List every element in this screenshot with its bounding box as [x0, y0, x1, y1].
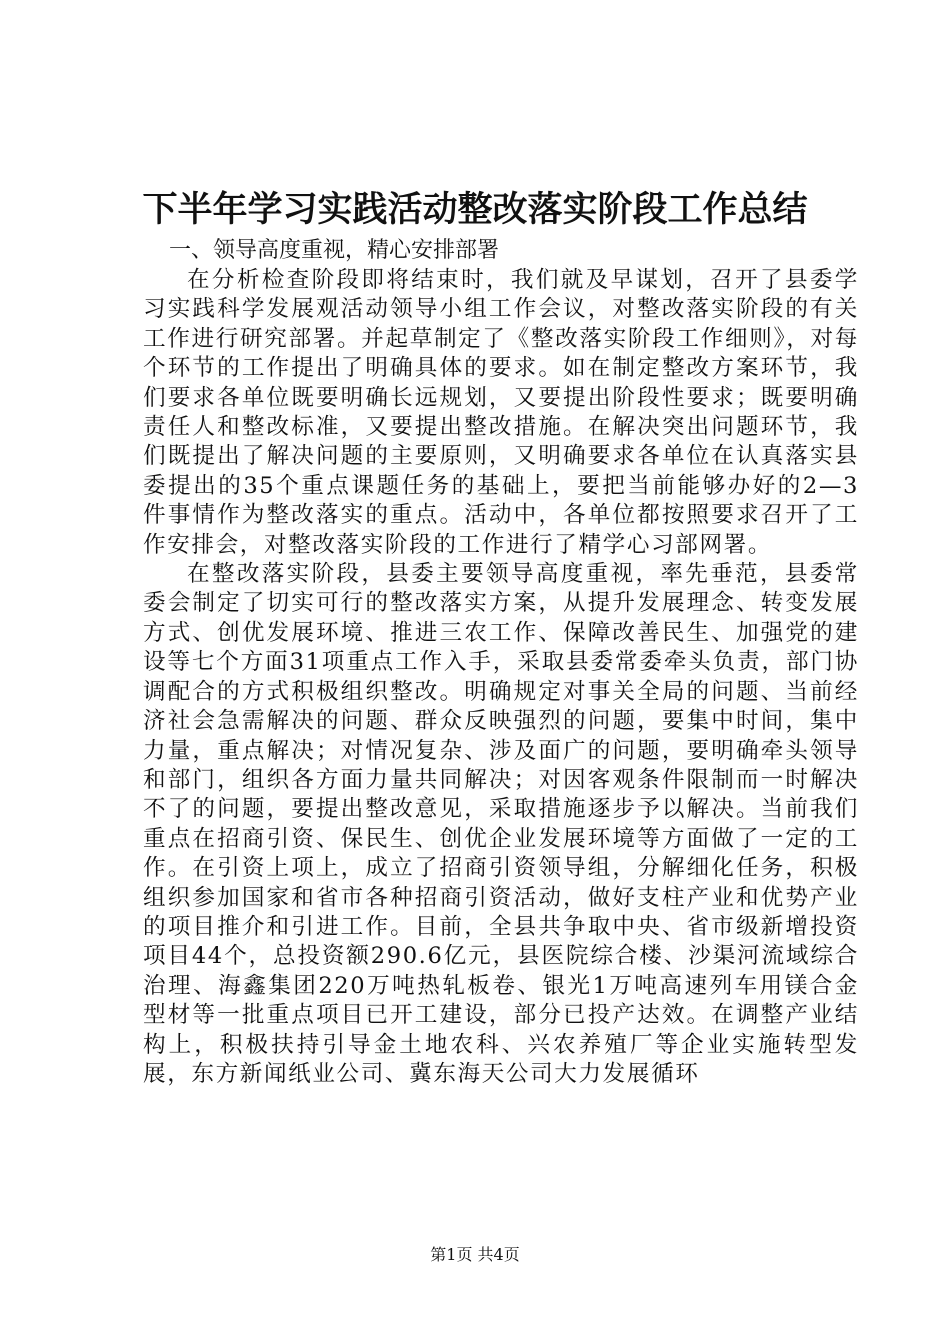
section-heading: 一、领导高度重视，精心安排部署 [169, 238, 500, 263]
document-body [143, 236, 859, 1089]
paragraph-1: 在分析检查阶段即将结束时，我们就及早谋划，召开了县委学习实践科学发展观活动领导小组工作会议，对整改落实阶段的有关工作进行研究部署。并起草制定了《整改落实阶段工作细则》，对每个环节的工作提出了明确具体的要求。如在制定整改方案环节，我们要求各单位既要明确长远规划，又要提出阶段性要求；既要明确责任人和整改标准，又要提出整改措施。在解决突出问题环节，我们既提出了解决问题的主要原则，又明确要求各单位在认真落实县委提出的35个重点课题任务的基础上，要把当前能够办好的2—3件事情作为整改落实的重点。活动中，各单位都按照要求召开了工作安排会，对整改落实阶段的工作进行了精学心习部网署。 [143, 267, 859, 558]
paragraph-2: 在整改落实阶段，县委主要领导高度重视，率先垂范，县委常委会制定了切实可行的整改落实方案，从提升发展理念、转变发展方式、创优发展环境、推进三农工作、保障改善民生、加强党的建设等七个方面31项重点工作入手，采取县委常委牵头负责，部门协调配合的方式积极组织整改。明确规定对事关全局的问题、当前经济社会急需解决的问题、群众反映强烈的问题，要集中时间，集中力量，重点解决；对情况复杂、涉及面广的问题，要明确牵头领导和部门，组织各方面力量共同解决；对因客观条件限制而一时解决不了的问题，要提出整改意见，采取措施逐步予以解决。当前我们重点在招商引资、保民生、创优企业发展环境等方面做了一定的工作。在引资上项上，成立了招商引资领导组，分解细化任务，积极组织参加国家和省市各种招商引资活动，做好支柱产业和优势产业的项目推介和引进工作。目前，全县共争取中央、省市级新增投资项目44个，总投资额290.6亿元，县医院综合楼、沙渠河流域综合治理、海鑫集团220万吨热轧板卷、银光1万吨高速列车用镁合金型材等一批重点项目已开工建设，部分已投产达效。在调整产业结构上，积极扶持引导金土地农科、兴农养殖厂等企业实施转型发展，东方新闻纸业公司、冀东海天公司大力发展循环 [143, 561, 859, 1087]
document-title: 下半年学习实践活动整改落实阶段工作总结 [142, 189, 808, 230]
page-number-footer: 第1页 共4页 [430, 1245, 520, 1264]
